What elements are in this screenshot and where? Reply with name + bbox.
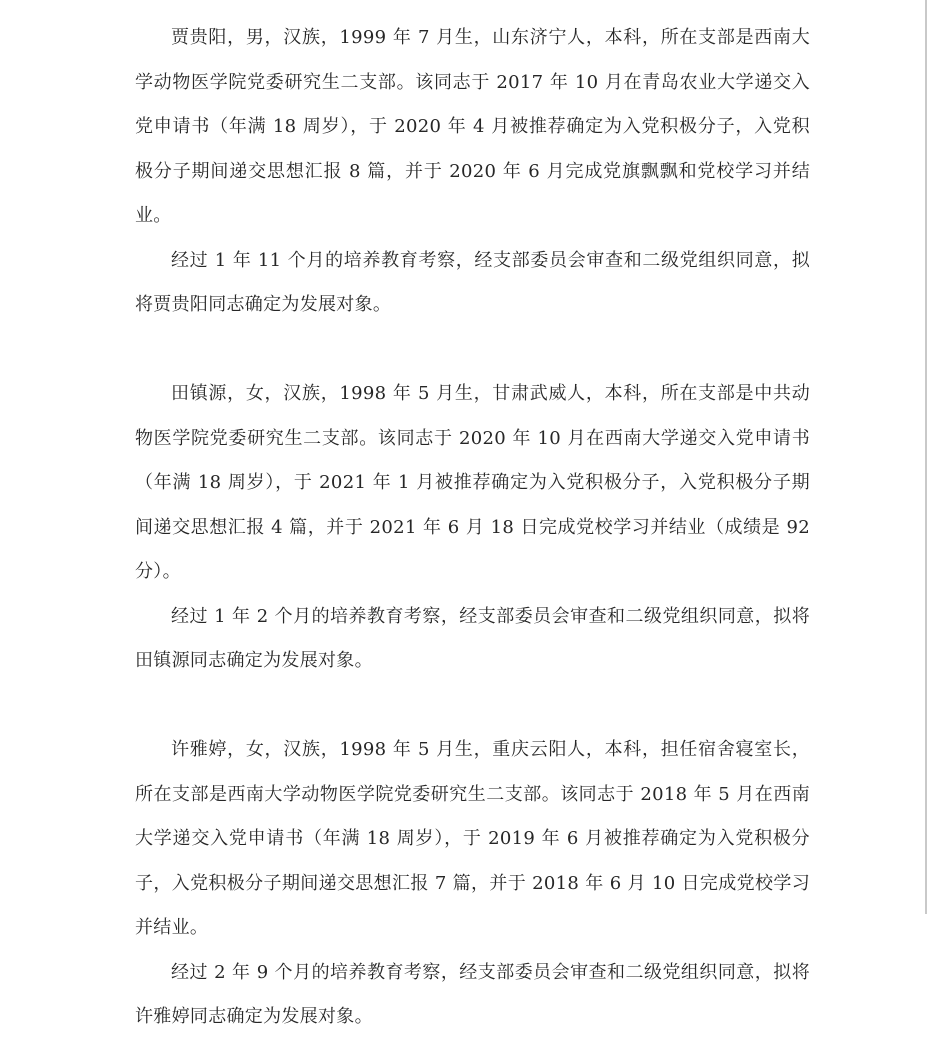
candidate-3-intro-paragraph[interactable]: 许雅婷，女，汉族，1998 年 5 月生，重庆云阳人，本科，担任宿舍寝室长，所在支部是西南大学动物医学院党委研究生二支部。该同志于 2018 年 5 月在西南大学递交入党申请书（年满 18 周岁），于 2019 年 6 月被推荐确定为入党积极分子，入党积极分子期间递交思想汇报 7 篇，并于 2018 年 6 月 10 日完成党校学习并结业。 (135, 739, 810, 938)
candidate-1-conclusion-paragraph[interactable]: 经过 1 年 11 个月的培养教育考察，经支部委员会审查和二级党组织同意，拟将贾贵阳同志确定为发展对象。 (135, 249, 810, 315)
candidate-1-intro-paragraph[interactable]: 贾贵阳，男，汉族，1999 年 7 月生，山东济宁人，本科，所在支部是西南大学动物医学院党委研究生二支部。该同志于 2017 年 10 月在青岛农业大学递交入党申请书（年满 18 周岁），于 2020 年 4 月被推荐确定为入党积极分子，入党积极分子期间递交思想汇报 8 篇，并于 2020 年 6 月完成党旗飘飘和党校学习并结业。 (135, 27, 810, 226)
candidate-section-2 (135, 372, 810, 684)
candidate-3-conclusion-paragraph[interactable]: 经过 2 年 9 个月的培养教育考察，经支部委员会审查和二级党组织同意，拟将许雅婷同志确定为发展对象。 (135, 961, 810, 1027)
blank-line (135, 684, 810, 729)
blank-line (135, 328, 810, 373)
candidate-2-intro-paragraph[interactable]: 田镇源，女，汉族，1998 年 5 月生，甘肃武威人，本科，所在支部是中共动物医学院党委研究生二支部。该同志于 2020 年 10 月在西南大学递交入党申请书（年满 18 周岁），于 2021 年 1 月被推荐确定为入党积极分子，入党积极分子期间递交思想汇报 4 篇，并于 2021 年 6 月 18 日完成党校学习并结业（成绩是 92 分）。 (135, 383, 810, 582)
candidate-section-3 (135, 728, 810, 1040)
candidate-2-conclusion-paragraph[interactable]: 经过 1 年 2 个月的培养教育考察，经支部委员会审查和二级党组织同意，拟将田镇源同志确定为发展对象。 (135, 605, 810, 671)
page-edge-line (925, 0, 927, 914)
candidate-section-1 (135, 16, 810, 328)
